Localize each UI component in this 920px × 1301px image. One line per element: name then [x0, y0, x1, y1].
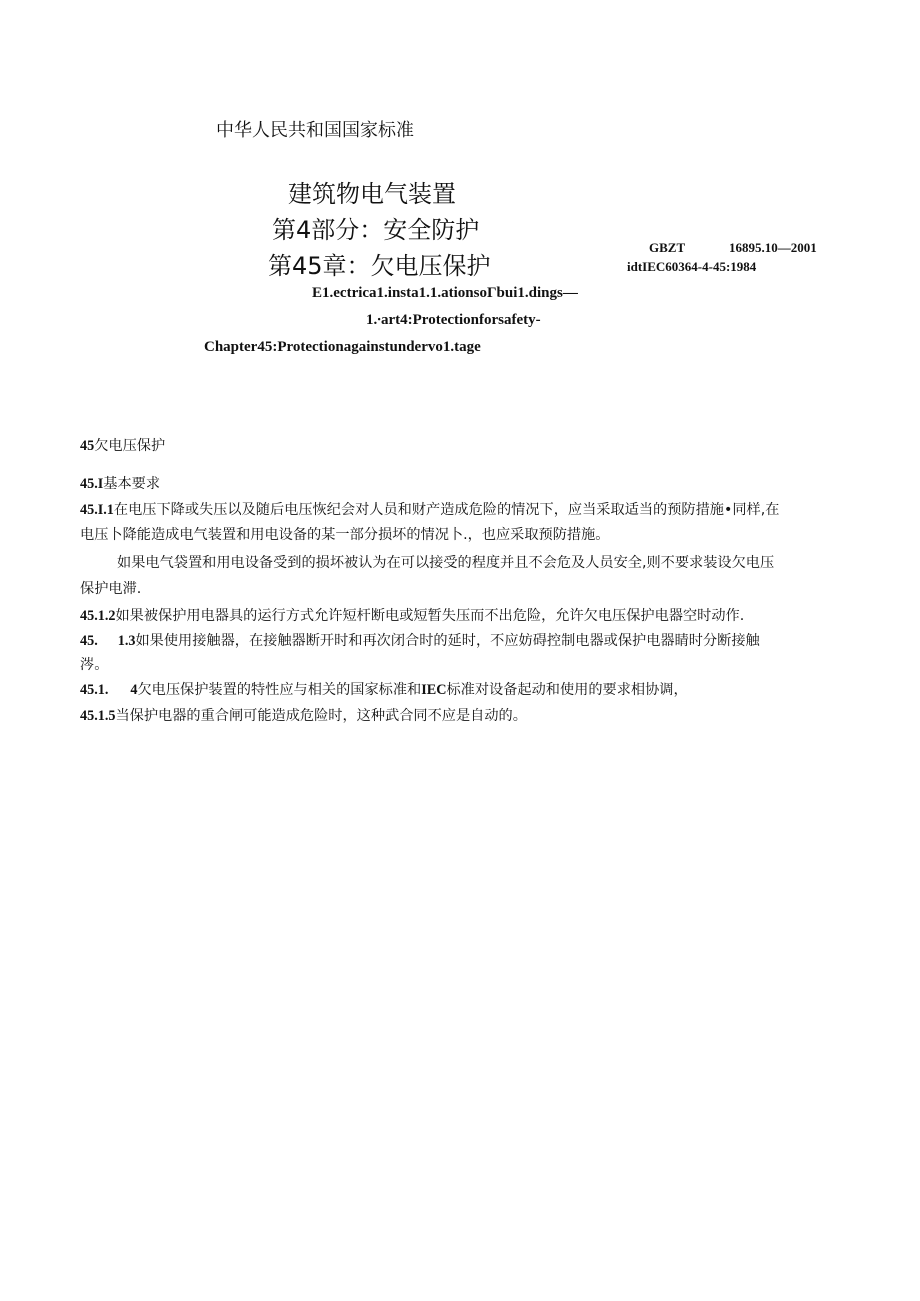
clause-4513-line-1	[80, 631, 760, 651]
clause-text: 如果使用接触器，在接触器断开时和再次闭合时的延时，不应妨碍控制电器或保护电器睛时分断接触	[135, 633, 760, 649]
section-45-heading	[80, 436, 165, 456]
section-451-heading	[80, 474, 160, 494]
clause-4511-line-1	[80, 500, 779, 520]
clause-text: 如果被保护用电器具的运行方式允许短杆断电或短暂失压而不出危险，允许欠电压保护电器空时动作.	[115, 608, 745, 624]
iec-label: IEC	[421, 682, 447, 698]
section-number: 45	[80, 438, 95, 454]
title-line-1: 建筑物电气装置	[288, 180, 456, 208]
english-title-line-1: E1.ectrica1.insta1.1.ationsoΓbui1.dings—	[312, 285, 578, 301]
clause-number-part-a: 45.1.	[80, 682, 109, 698]
clause-number: 45.1.5	[80, 708, 116, 724]
title-line-3: 第45章：欠电压保护	[268, 252, 491, 280]
clause-4511-line-2: 电压卜降能造成电气装置和用电设备的某一部分损坏的情况卜.，也应采取预防措施。	[80, 527, 610, 543]
clause-4511-para2-line-1: 如果电气袋置和用电设备受到的损坏被认为在可以接受的程度并且不会危及人员安全,则不要求装设欠电压	[117, 555, 775, 571]
section-title: 欠电压保护	[94, 438, 166, 454]
clause-text-b: 标准对设备起动和使用的要求相协调，	[446, 682, 688, 698]
clause-4511-para2-line-2: 保护电滞.	[80, 581, 142, 597]
clause-4513-line-2: 涔。	[80, 657, 109, 673]
english-title-line-3: Chapter45:Protectionagainstundervo1.tage	[204, 339, 481, 355]
clause-4512	[80, 606, 744, 626]
clause-4514	[80, 680, 688, 700]
standard-code-number: 16895.10—2001	[729, 240, 817, 255]
standard-code-prefix: GBZT	[649, 240, 686, 255]
title-line-2: 第4部分：安全防护	[272, 216, 480, 244]
section-number: 45.I	[80, 476, 104, 492]
clause-number-part-a: 45.	[80, 633, 98, 649]
standard-code-idt: idtIEC60364-4-45:1984	[627, 259, 757, 274]
clause-number-part-b: 4	[130, 682, 138, 698]
clause-4515	[80, 706, 527, 726]
clause-number-part-b: 1.3	[117, 633, 136, 649]
section-title: 基本要求	[103, 476, 161, 492]
clause-text-a: 欠电压保护装置的特性应与相关的国家标准和	[137, 682, 422, 698]
national-standard-label: 中华人民共和国国家标准	[216, 120, 414, 141]
clause-text: 在电压下降或失压以及随后电压恢纪会对人员和财产造成危险的情况下，应当采取适当的预防措施•同样,在	[113, 502, 780, 518]
clause-text: 当保护电器的重合闸可能造成危险时，这种武合同不应是自动的。	[115, 708, 527, 724]
clause-number: 45.I.1	[80, 502, 114, 518]
english-title-line-2: 1.∙art4:Protectionforsafety-	[366, 312, 541, 328]
clause-number: 45.1.2	[80, 608, 116, 624]
